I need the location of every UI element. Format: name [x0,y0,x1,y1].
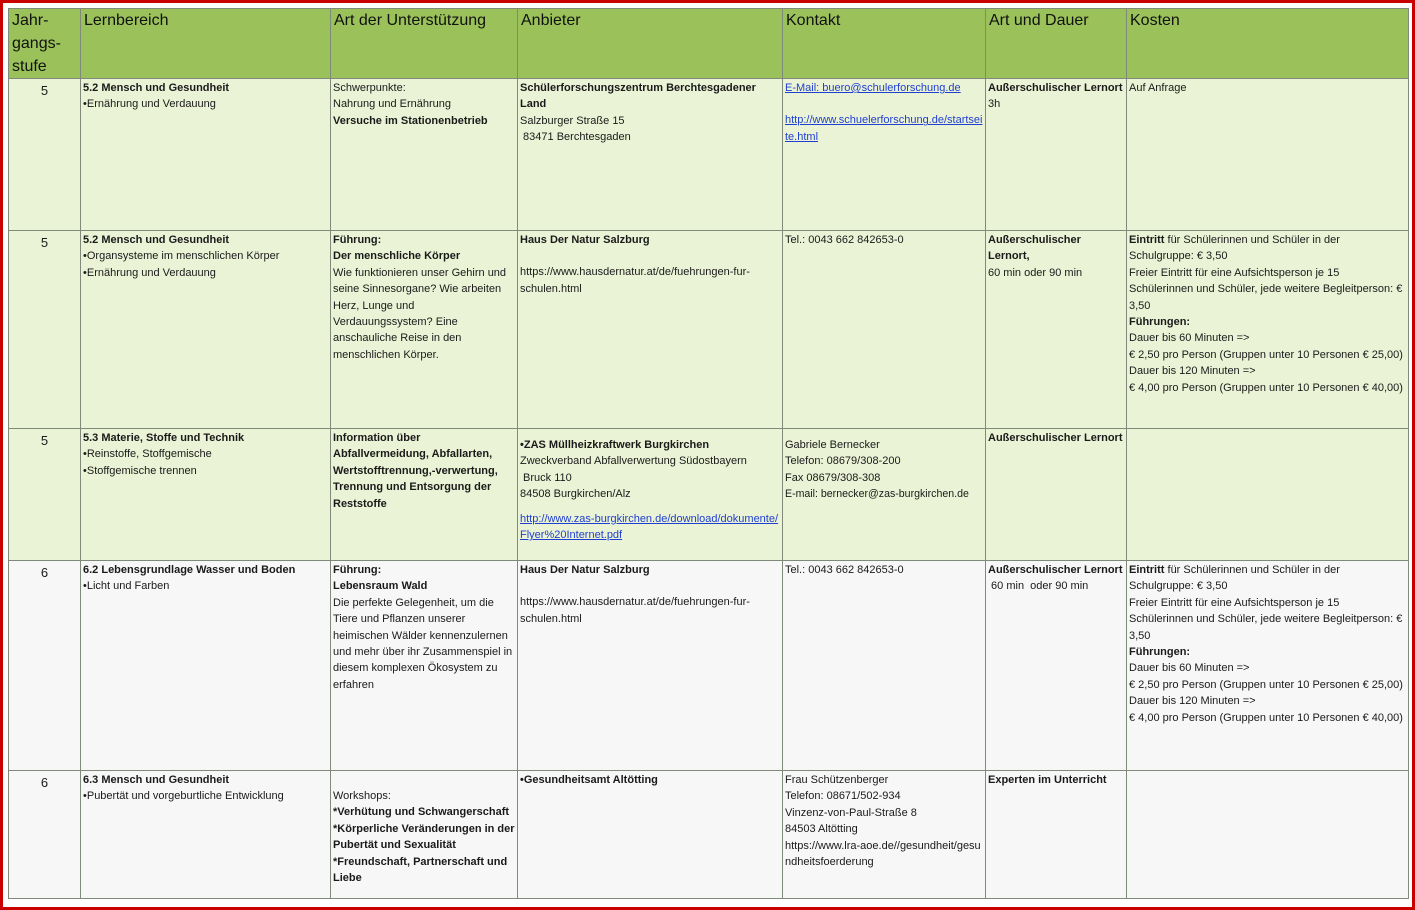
support-text: Wie funktionieren unser Gehirn und seine Sinnesorgane? Wie arbeiten Herz, Lunge und Verdauungssystem? Eine anschauliche Reise in den menschlichen Körper. [333,266,507,361]
table-row [9,79,1409,231]
cost-text: Freier Eintritt für eine Aufsichtsperson je 15 Schülerinnen und Schüler, jede weitere Begleitperson: € 3,50 [1129,596,1403,642]
contact-cell [783,561,986,771]
area-item: •Licht und Farben [83,580,170,593]
support-text: Nahrung und Ernährung [333,98,452,111]
grade-cell: 5 [9,231,81,429]
header-support: Art der Unterstützung [331,9,518,79]
area-item: •Reinstoffe, Stoffgemische [83,448,212,461]
support-text: Lebensraum Wald [333,580,428,593]
area-item: •Stoffgemische trennen [83,464,197,477]
provider-cell [518,79,783,231]
cost-text: Dauer bis 60 Minuten => [1129,662,1250,675]
contact-phone: Tel.: 0043 662 842653-0 [785,564,904,576]
table-row [9,561,1409,771]
type-text: Experten im Unterricht [988,774,1107,786]
area-item: •Ernährung und Verdauung [83,98,216,111]
cost-text: Eintritt [1129,234,1165,246]
cost-text: € 4,00 pro Person (Gruppen unter 10 Personen € 40,00) [1129,381,1403,394]
provider-cell [518,231,783,429]
area-title: 6.3 Mensch und Gesundheit [83,774,230,786]
support-cell [331,429,518,561]
provider-name: Haus Der Natur Salzburg [520,234,650,246]
provider-address: 83471 Berchtesgaden [520,131,631,144]
provider-name: •Gesundheitsamt Altötting [520,774,658,786]
area-cell [81,231,331,429]
offers-table [8,8,1409,899]
cost-text: € 2,50 pro Person (Gruppen unter 10 Personen € 25,00) [1129,678,1403,691]
grade-cell: 5 [9,429,81,561]
provider-name: Schülerforschungszentrum Berchtesgadener Land [520,82,756,111]
header-type: Art und Dauer [986,9,1127,79]
cost-text: Führungen: [1129,646,1191,659]
email-link[interactable]: E-Mail: buero@schulerforschung.de [785,82,961,94]
type-cell [986,429,1127,561]
header-contact: Kontakt [783,9,986,79]
contact-text: Telefon: 08671/502-934 [785,790,901,803]
header-row [9,9,1409,79]
support-cell [331,771,518,899]
area-item: •Ernährung und Verdauung [83,266,216,279]
cost-cell [1127,771,1409,899]
cost-text: € 2,50 pro Person (Gruppen unter 10 Personen € 25,00) [1129,348,1403,361]
type-text: Außerschulischer Lernort [988,82,1123,94]
contact-cell [783,79,986,231]
support-text: Die perfekte Gelegenheit, um die Tiere und Pflanzen unserer heimischen Wälder kennenzulernen und mehr über ihr Zusammenspiel in diesem komplexen Ökosystem zu erfahren [333,596,513,691]
support-cell [331,561,518,771]
grade-cell: 6 [9,771,81,899]
grade-cell: 5 [9,79,81,231]
cost-text: Dauer bis 120 Minuten => [1129,365,1256,378]
support-cell [331,79,518,231]
provider-address: 84508 Burgkirchen/Alz [520,488,631,501]
support-text: *Verhütung und Schwangerschaft [333,806,510,819]
flyer-link[interactable]: http://www.zas-burgkirchen.de/download/dokumente/Flyer%20Internet.pdf [520,512,779,542]
cost-text: Freier Eintritt für eine Aufsichtsperson je 15 Schülerinnen und Schüler, jede weitere Begleitperson: € 3,50 [1129,266,1403,312]
grade-cell: 6 [9,561,81,771]
cost-cell [1127,429,1409,561]
contact-text: Fax 08679/308-308 [785,471,881,484]
contact-text: Gabriele Bernecker [785,439,880,451]
support-text: Der menschliche Körper [333,250,461,263]
area-title: 5.3 Materie, Stoffe und Technik [83,432,245,444]
support-text: *Körperliche Veränderungen in der Pubertät und Sexualität [333,822,515,852]
contact-text: Frau Schützenberger [785,774,889,786]
provider-name: •ZAS Müllheizkraftwerk Burgkirchen [520,439,710,451]
support-text: Information über Abfallvermeidung, Abfallarten, Wertstofftrennung,-verwertung, Trennung und Entsorgung der Reststoffe [333,432,498,510]
website-link[interactable]: http://www.schuelerforschung.de/startseite.html [785,114,983,143]
support-text: Workshops: [333,790,391,802]
provider-name: Haus Der Natur Salzburg [520,564,650,576]
cost-text: Dauer bis 120 Minuten => [1129,695,1256,708]
support-text: Versuche im Stationenbetrieb [333,114,488,127]
provider-url: https://www.hausdernatur.at/de/fuehrungen-fur-schulen.html [520,596,750,625]
area-cell [81,429,331,561]
contact-phone: Tel.: 0043 662 842653-0 [785,234,904,246]
area-cell [81,771,331,899]
type-cell [986,771,1127,899]
area-title: 5.2 Mensch und Gesundheit [83,234,230,246]
type-text: Außerschulischer Lernort [988,564,1123,576]
contact-cell [783,771,986,899]
type-cell [986,231,1127,429]
area-item: •Pubertät und vorgeburtliche Entwicklung [83,790,284,803]
area-item: •Organsysteme im menschlichen Körper [83,250,280,263]
support-text: Führung: [333,564,382,576]
header-provider: Anbieter [518,9,783,79]
provider-cell [518,561,783,771]
area-cell [81,561,331,771]
cost-cell: Auf Anfrage [1127,79,1409,231]
type-cell [986,561,1127,771]
contact-cell [783,231,986,429]
provider-address: Salzburger Straße 15 [520,114,625,127]
type-text: Außerschulischer Lernort [988,432,1123,444]
contact-cell [783,429,986,561]
header-area: Lernbereich [81,9,331,79]
type-text: Außerschulischer Lernort, [988,234,1081,263]
cost-text: Dauer bis 60 Minuten => [1129,332,1250,345]
area-title: 5.2 Mensch und Gesundheit [83,82,230,94]
provider-address: Zweckverband Abfallverwertung Südostbayern [520,455,747,468]
table-row [9,231,1409,429]
support-cell [331,231,518,429]
contact-text: 84503 Altötting [785,823,858,836]
provider-url: https://www.hausdernatur.at/de/fuehrungen-fur-schulen.html [520,266,750,295]
provider-cell [518,429,783,561]
duration-text: 60 min oder 90 min [988,580,1089,593]
provider-address: Bruck 110 [520,471,572,484]
duration-text: 3h [988,98,1001,111]
cost-cell [1127,561,1409,771]
support-text: *Freundschaft, Partnerschaft und Liebe [333,855,508,885]
support-text: Schwerpunkte: [333,82,406,94]
header-grade: Jahr- gangs- stufe [9,9,81,79]
contact-text: Vinzenz-von-Paul-Straße 8 [785,806,917,819]
cost-text: für Schülerinnen und Schüler in der Schulgruppe: € 3,50 [1129,234,1340,263]
cost-text: € 4,00 pro Person (Gruppen unter 10 Personen € 40,00) [1129,711,1403,724]
table-row [9,771,1409,899]
provider-cell [518,771,783,899]
contact-text: E-mail: bernecker@zas-burgkirchen.de [785,488,969,501]
cost-text: Führungen: [1129,316,1191,329]
area-cell [81,79,331,231]
contact-url: https://www.lra-aoe.de//gesundheit/gesundheitsfoerderung [785,839,981,869]
duration-text: 60 min oder 90 min [988,266,1083,279]
table-row [9,429,1409,561]
cost-cell [1127,231,1409,429]
cost-text: für Schülerinnen und Schüler in der Schulgruppe: € 3,50 [1129,564,1340,593]
support-text: Führung: [333,234,382,246]
header-cost: Kosten [1127,9,1409,79]
contact-text: Telefon: 08679/308-200 [785,455,901,468]
cost-text: Eintritt [1129,564,1165,576]
type-cell [986,79,1127,231]
area-title: 6.2 Lebensgrundlage Wasser und Boden [83,564,296,576]
